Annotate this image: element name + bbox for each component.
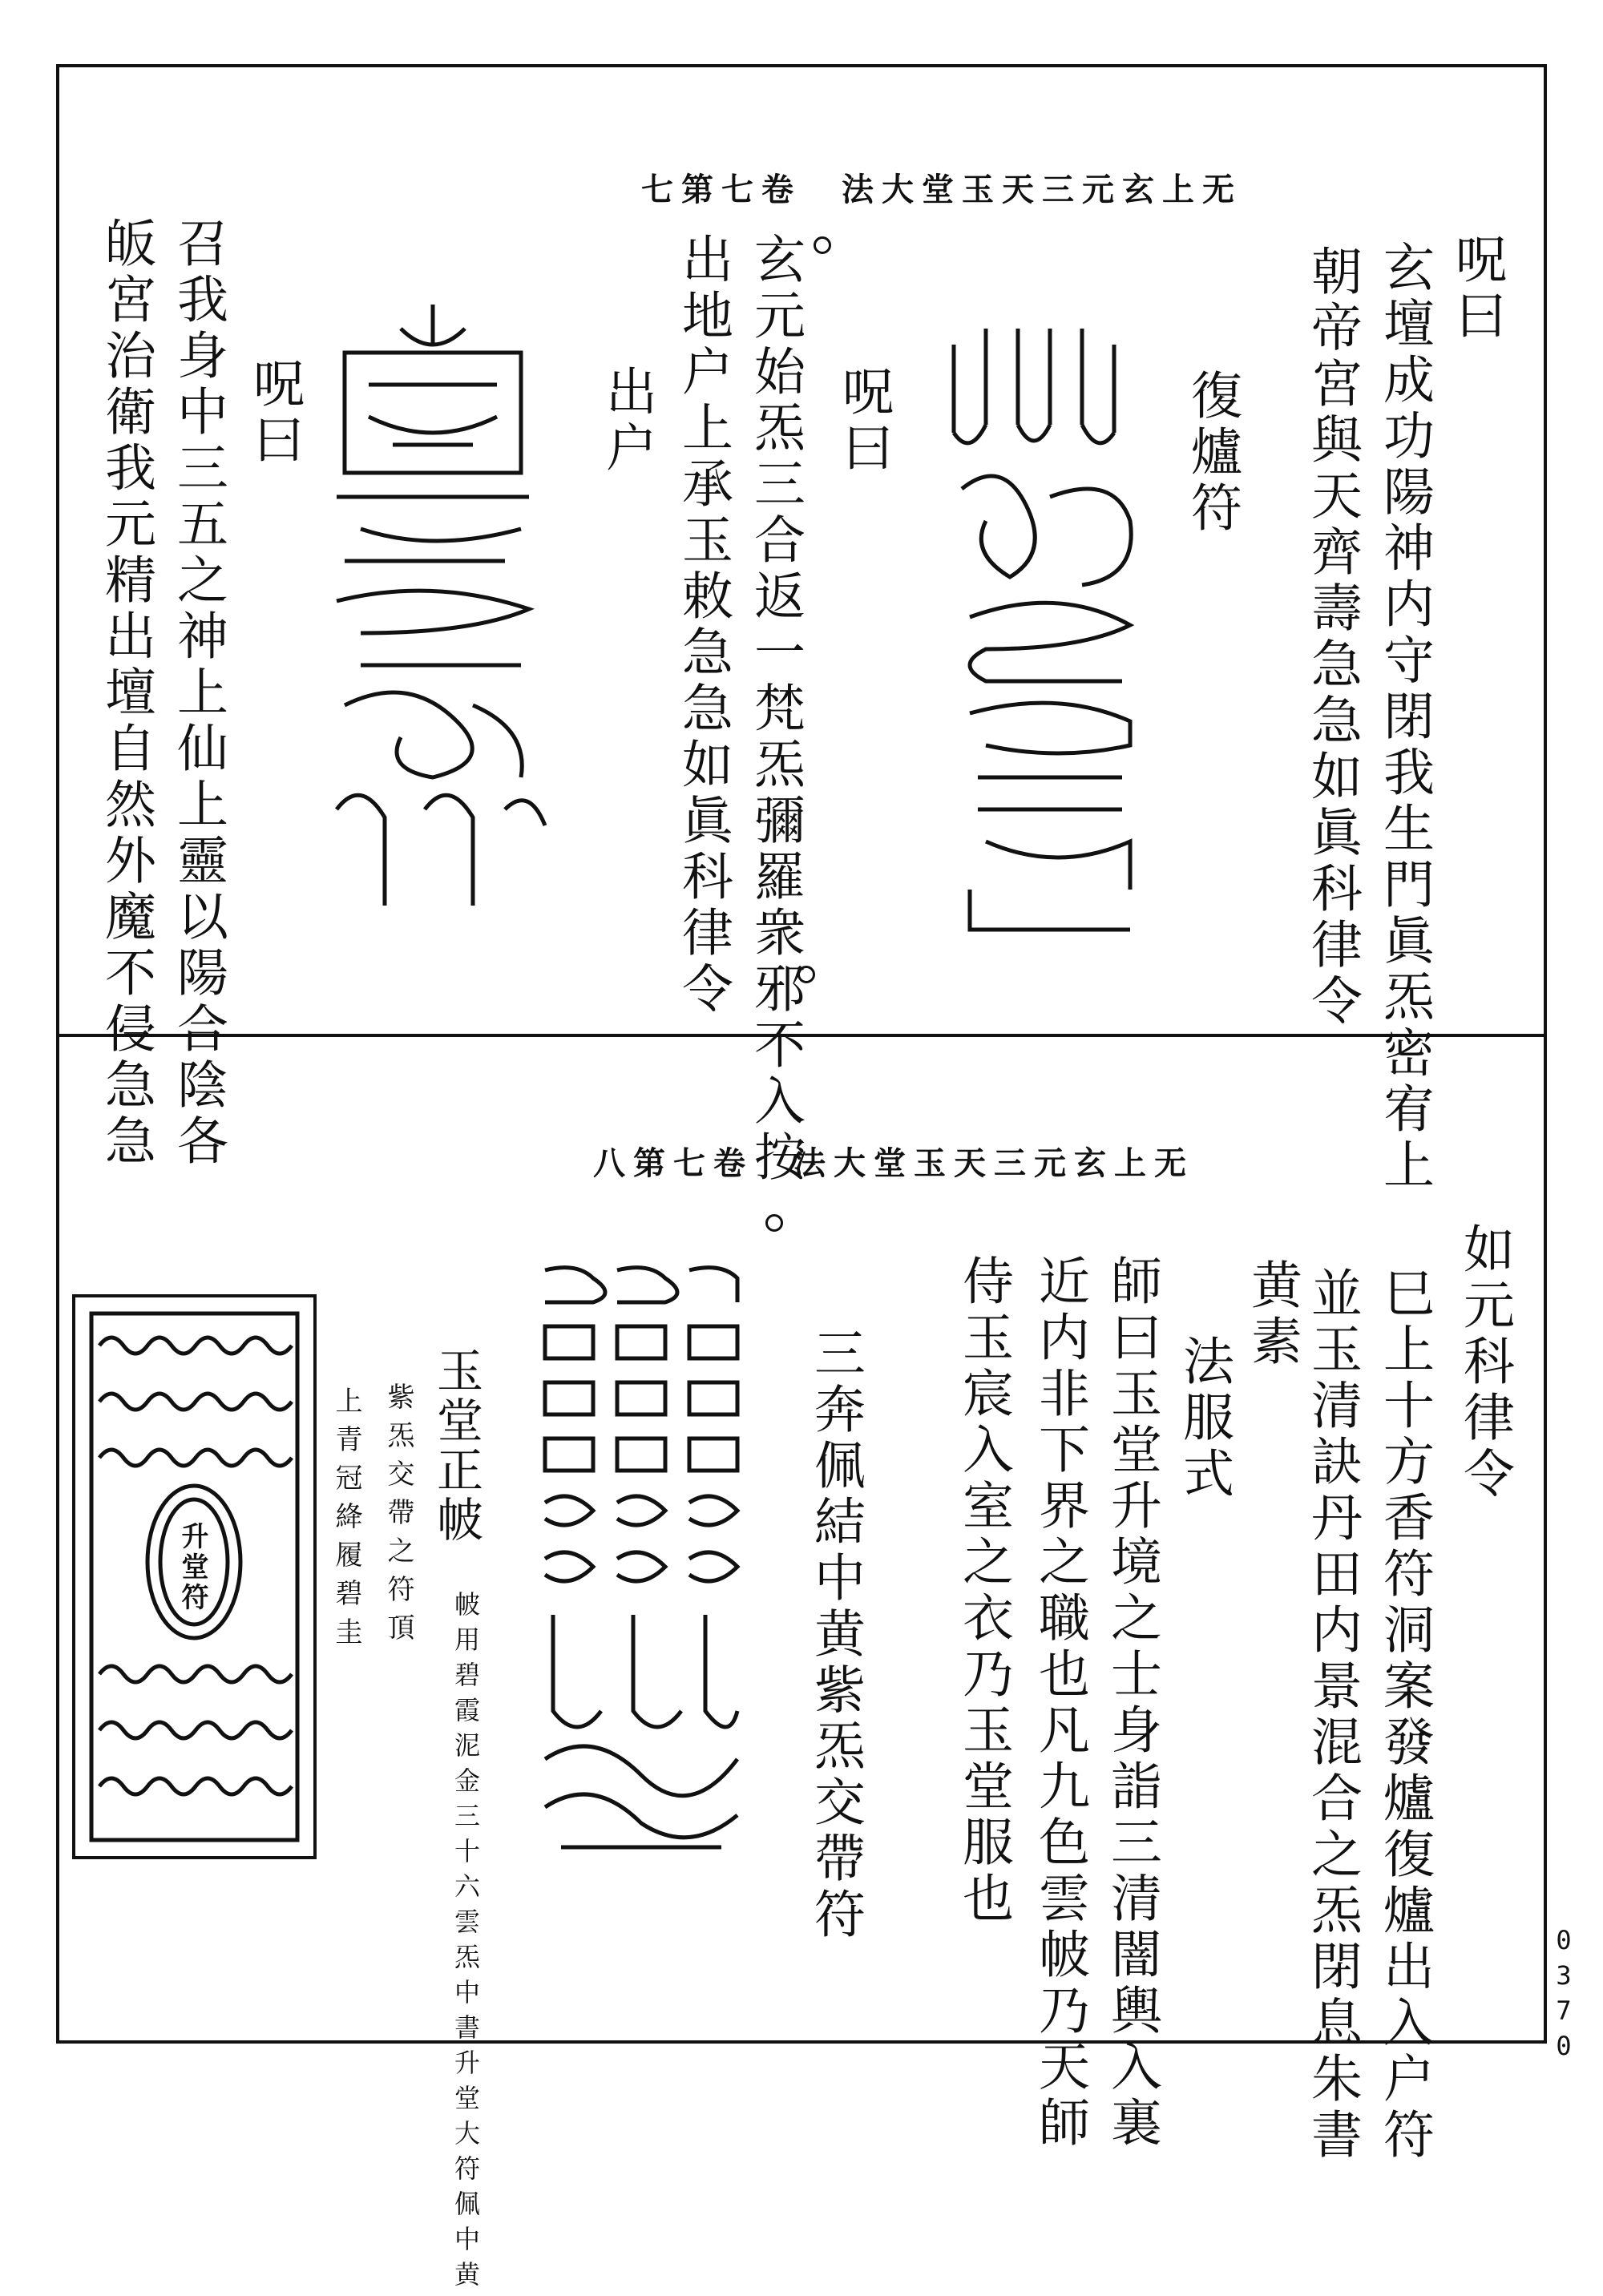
sheng-tang-label: 升堂符: [176, 1522, 208, 1613]
chu-hu-talisman: [313, 297, 553, 922]
top-col-9: 呪曰: [244, 357, 304, 469]
top-col-10: 召我身中三五之神上仙上靈以陽合陰各: [168, 216, 228, 1170]
bottom-col-12: 上青冠絳履碧圭: [330, 1386, 362, 1656]
sheng-tang-fu-box: [72, 1294, 317, 1859]
marker-circle-3: [765, 1214, 783, 1232]
top-col-5: 呪曰: [834, 365, 893, 477]
san-ben-talisman: [529, 1262, 745, 1863]
bottom-col-9: 三奔佩結中黄紫炁交帶符: [806, 1326, 865, 1943]
fu-lu-talisman: [938, 313, 1146, 938]
bottom-col-2: 巳上十方香符洞案發爐復爐出入户符: [1375, 1266, 1434, 2164]
bottom-col-11: 紫炁交帶之符頂: [382, 1382, 414, 1652]
bottom-header: 八第七卷 法大堂玉天三元玄上无: [593, 1144, 1194, 1182]
bottom-col-6: 師曰玉堂升境之士身詣三清闇輿入裏: [1102, 1254, 1161, 2152]
top-col-1: 呪曰: [1447, 232, 1506, 345]
marker-circle-2: [797, 966, 815, 983]
bottom-col-10-note: 帔用碧霞泥金三十六雲炁中書升堂大符佩中黄: [450, 1591, 481, 2296]
bottom-col-7: 近内非下界之職也凡九色雲帔乃天師: [1030, 1254, 1089, 2152]
bottom-col-3: 並玉清訣丹田内景混合之炁閉息朱書: [1302, 1266, 1362, 2164]
top-col-4: 復爐符: [1182, 369, 1242, 537]
top-col-6: 玄元始炁三合返一梵炁彌羅衆邪不入按: [745, 232, 805, 1186]
bottom-col-10: 玉堂正帔: [429, 1346, 483, 1545]
page-number: 0370: [1548, 1925, 1579, 2066]
top-col-11: 皈宮治衛我元精出壇自然外魔不侵急急: [96, 216, 155, 1170]
bottom-col-4: 黄素: [1242, 1258, 1302, 1370]
top-col-7: 出地户上承玉敕急急如眞科律令: [673, 232, 733, 1018]
top-header: 七第七卷 法大堂玉天三元玄上无: [641, 171, 1242, 208]
top-col-3: 朝帝宮與天齊壽急急如眞科律令: [1302, 244, 1362, 1030]
marker-circle-1: [814, 236, 831, 254]
bottom-col-1: 如元科律令: [1455, 1222, 1514, 1503]
top-col-2: 玄壇成功陽神内守閉我生門眞炁密宥上: [1375, 240, 1434, 1194]
top-col-8: 出户: [597, 365, 656, 477]
bottom-col-8: 侍玉宸入室之衣乃玉堂服也: [954, 1254, 1013, 1927]
bottom-col-5: 法服式: [1174, 1334, 1234, 1503]
